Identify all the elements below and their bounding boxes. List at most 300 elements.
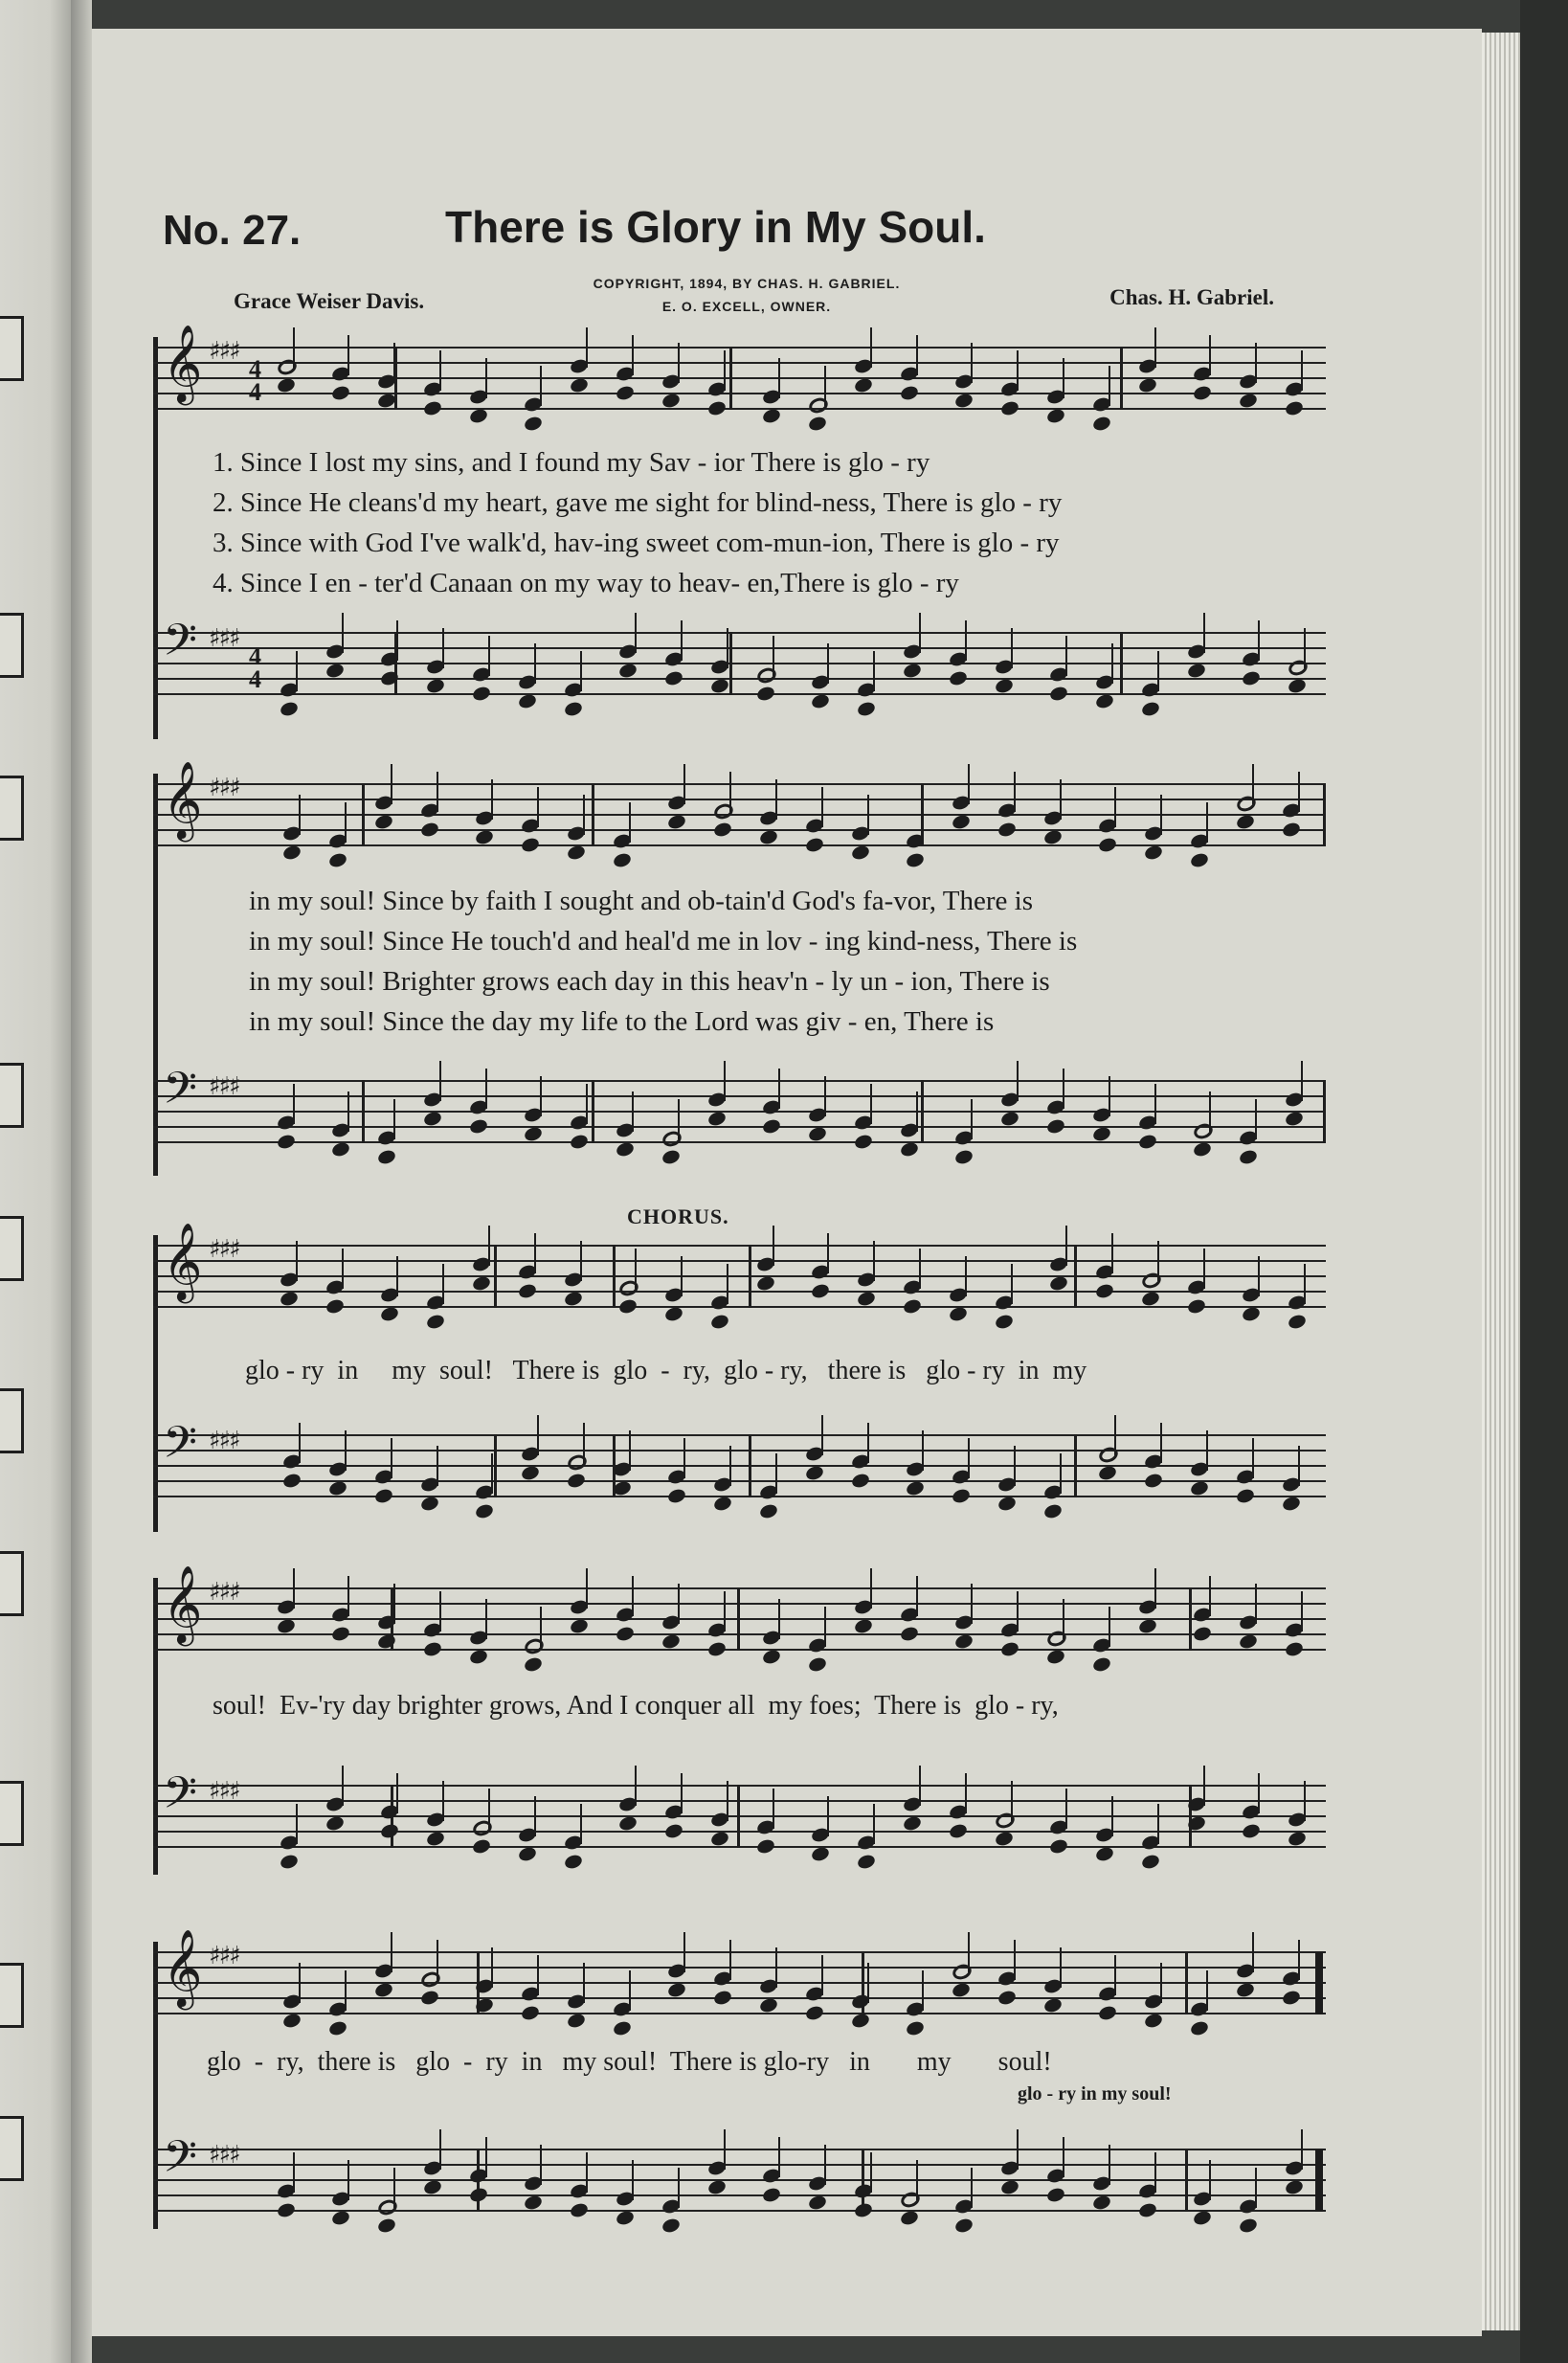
note-head bbox=[953, 2217, 974, 2234]
note-head bbox=[850, 844, 870, 861]
note-head bbox=[1287, 1313, 1307, 1330]
index-tab bbox=[0, 1063, 24, 1128]
note-stem bbox=[391, 1932, 392, 1972]
note-stem bbox=[1011, 1264, 1013, 1304]
note-head bbox=[905, 2019, 925, 2037]
note-head bbox=[517, 1845, 537, 1862]
note-head bbox=[1140, 700, 1160, 717]
index-tab bbox=[0, 1781, 24, 1846]
note-stem bbox=[442, 1264, 444, 1304]
note-stem bbox=[773, 1789, 774, 1829]
treble-clef-icon: 𝄞 bbox=[163, 324, 203, 402]
bass-clef-icon: 𝄢 bbox=[163, 1767, 198, 1830]
note-stem bbox=[299, 795, 301, 835]
note-stem bbox=[580, 1804, 582, 1844]
note-stem bbox=[347, 1091, 349, 1132]
note-stem bbox=[1111, 643, 1113, 684]
note-stem bbox=[491, 779, 493, 820]
note-stem bbox=[1255, 1584, 1257, 1624]
note-head bbox=[1192, 2209, 1212, 2226]
note-stem bbox=[342, 1766, 344, 1806]
note-stem bbox=[821, 787, 823, 827]
note-head bbox=[281, 2012, 302, 2029]
note-stem bbox=[1154, 1568, 1156, 1609]
note-stem bbox=[1258, 620, 1260, 661]
note-stem bbox=[442, 1781, 444, 1821]
note-stem bbox=[824, 1076, 826, 1116]
bass-clef-icon: 𝄢 bbox=[163, 2131, 198, 2194]
note-stem bbox=[632, 1576, 634, 1616]
note-stem bbox=[681, 1256, 683, 1296]
note-head bbox=[856, 1853, 876, 1870]
note-stem bbox=[965, 1773, 967, 1813]
note-stem bbox=[916, 335, 918, 375]
note-stem bbox=[586, 1568, 588, 1609]
note-stem bbox=[1011, 628, 1013, 668]
note-stem bbox=[1298, 772, 1300, 812]
note-head bbox=[1094, 692, 1114, 709]
note-head bbox=[709, 1313, 729, 1330]
note-head bbox=[1241, 1305, 1261, 1322]
bass-clef-icon: 𝄢 bbox=[163, 1063, 198, 1125]
note-stem bbox=[1157, 1804, 1159, 1844]
note-stem bbox=[1065, 636, 1067, 676]
note-stem bbox=[1017, 350, 1019, 391]
note-stem bbox=[293, 1568, 295, 1609]
note-stem bbox=[439, 1591, 441, 1632]
note-stem bbox=[1203, 613, 1205, 653]
chorus-label: CHORUS. bbox=[627, 1204, 729, 1228]
note-stem bbox=[485, 1599, 487, 1639]
final-barline bbox=[1315, 1951, 1323, 2014]
note-stem bbox=[488, 1226, 490, 1266]
note-head bbox=[1192, 1140, 1212, 1158]
note-stem bbox=[922, 1970, 924, 2011]
note-stem bbox=[971, 1099, 973, 1139]
copyright-notice bbox=[536, 272, 957, 318]
note-stem bbox=[727, 1264, 728, 1304]
note-head bbox=[661, 2217, 681, 2234]
note-stem bbox=[293, 327, 295, 368]
note-stem bbox=[773, 1226, 774, 1266]
note-head bbox=[279, 700, 299, 717]
note-stem bbox=[1109, 2145, 1110, 2185]
index-tab bbox=[0, 1388, 24, 1453]
note-stem bbox=[583, 1963, 585, 2003]
bass-staff bbox=[153, 1080, 1326, 1141]
note-stem bbox=[971, 343, 973, 383]
note-stem bbox=[345, 1970, 347, 2011]
note-stem bbox=[437, 772, 438, 812]
note-stem bbox=[439, 350, 441, 391]
note-stem bbox=[919, 1766, 921, 1806]
note-head bbox=[379, 1305, 399, 1322]
note-stem bbox=[296, 1804, 298, 1844]
note-stem bbox=[293, 2152, 295, 2193]
note-stem bbox=[867, 1423, 869, 1463]
note-head bbox=[856, 700, 876, 717]
author-credit: Grace Weiser Davis. bbox=[234, 289, 425, 313]
treble-clef-icon: 𝄞 bbox=[163, 1222, 203, 1300]
note-stem bbox=[635, 1249, 637, 1289]
note-stem bbox=[629, 1970, 631, 2011]
note-stem bbox=[1114, 1955, 1116, 1995]
note-stem bbox=[727, 1781, 728, 1821]
note-stem bbox=[681, 620, 683, 661]
chorus-lyric: soul! Ev-'ry day brighter grows, And I conquer all my foes; There is glo - ry, bbox=[213, 1691, 1059, 1721]
verse-2-lyric: 2. Since He cleans'd my heart, gave me sight for blind-ness, There is glo - ry bbox=[213, 487, 1063, 518]
note-stem bbox=[1298, 1940, 1300, 1980]
note-stem bbox=[922, 802, 924, 843]
note-stem bbox=[293, 1084, 295, 1124]
hymn-number: No. 27. bbox=[163, 207, 302, 254]
note-stem bbox=[629, 1430, 631, 1471]
note-stem bbox=[1160, 1423, 1162, 1463]
alto-echo-lyric: glo - ry in my soul! bbox=[1018, 2083, 1172, 2104]
note-head bbox=[566, 2012, 586, 2029]
note-stem bbox=[393, 343, 395, 383]
note-stem bbox=[1114, 1415, 1116, 1455]
note-stem bbox=[1252, 1438, 1254, 1478]
note-stem bbox=[299, 1963, 301, 2003]
note-stem bbox=[488, 1789, 490, 1829]
note-stem bbox=[968, 1932, 970, 1972]
note-head bbox=[612, 2019, 632, 2037]
note-stem bbox=[1154, 1084, 1156, 1124]
note-stem bbox=[729, 1446, 731, 1486]
music-system-3 bbox=[153, 1222, 1326, 1542]
note-head bbox=[327, 2019, 347, 2037]
note-stem bbox=[1063, 358, 1064, 398]
note-stem bbox=[1252, 1932, 1254, 1972]
note-stem bbox=[1203, 1249, 1205, 1289]
note-stem bbox=[491, 1947, 493, 1988]
note-stem bbox=[540, 2145, 542, 2185]
verse-1-lyric: in my soul! Since by faith I sought and ob-tain'd God's fa-vor, There is bbox=[249, 886, 1033, 916]
note-stem bbox=[873, 1241, 875, 1281]
note-head bbox=[330, 1140, 350, 1158]
index-tab bbox=[0, 1216, 24, 1281]
index-tab bbox=[0, 316, 24, 381]
note-stem bbox=[870, 1084, 872, 1124]
note-stem bbox=[1154, 2152, 1156, 2193]
note-stem bbox=[724, 350, 726, 391]
note-stem bbox=[678, 343, 680, 383]
note-head bbox=[661, 1148, 681, 1165]
note-stem bbox=[534, 643, 536, 684]
note-stem bbox=[1206, 1430, 1208, 1471]
music-system-2 bbox=[153, 760, 1326, 1185]
note-head bbox=[810, 692, 830, 709]
note-stem bbox=[439, 1061, 441, 1101]
note-head bbox=[615, 2209, 635, 2226]
music-system-1 bbox=[153, 324, 1326, 758]
note-stem bbox=[635, 613, 637, 653]
note-stem bbox=[827, 643, 829, 684]
treble-clef-icon: 𝄞 bbox=[163, 1928, 203, 2007]
note-stem bbox=[396, 1256, 398, 1296]
note-stem bbox=[778, 1599, 780, 1639]
note-stem bbox=[867, 795, 869, 835]
page-edges bbox=[1482, 33, 1520, 2330]
note-stem bbox=[773, 636, 774, 676]
note-stem bbox=[1209, 1091, 1211, 1132]
note-stem bbox=[778, 1069, 780, 1109]
note-stem bbox=[681, 1773, 683, 1813]
note-stem bbox=[534, 1796, 536, 1836]
verse-2-lyric: in my soul! Since He touch'd and heal'd me in lov - ing kind-ness, There is bbox=[249, 926, 1078, 956]
note-stem bbox=[1060, 779, 1062, 820]
note-stem bbox=[821, 1415, 823, 1455]
note-head bbox=[1045, 1648, 1065, 1665]
note-stem bbox=[968, 1438, 970, 1478]
note-stem bbox=[437, 1446, 438, 1486]
note-stem bbox=[1304, 628, 1306, 668]
note-stem bbox=[347, 335, 349, 375]
note-stem bbox=[586, 1084, 588, 1124]
note-stem bbox=[1065, 1789, 1067, 1829]
time-signature-icon: 4 4 bbox=[249, 355, 261, 406]
note-stem bbox=[540, 1607, 542, 1647]
note-stem bbox=[540, 366, 542, 406]
note-stem bbox=[1252, 764, 1254, 804]
note-stem bbox=[393, 1584, 395, 1624]
note-stem bbox=[1011, 1781, 1013, 1821]
note-stem bbox=[1014, 772, 1016, 812]
note-head bbox=[376, 1148, 396, 1165]
note-stem bbox=[683, 1932, 685, 1972]
note-stem bbox=[729, 772, 731, 812]
note-head bbox=[279, 1853, 299, 1870]
note-stem bbox=[1157, 1241, 1159, 1281]
note-stem bbox=[1111, 1796, 1113, 1836]
note-head bbox=[1143, 844, 1163, 861]
index-tab bbox=[0, 776, 24, 841]
note-head bbox=[905, 851, 925, 868]
note-stem bbox=[916, 1091, 918, 1132]
note-stem bbox=[583, 795, 585, 835]
note-stem bbox=[437, 1940, 438, 1980]
note-head bbox=[758, 1502, 778, 1519]
note-stem bbox=[439, 2129, 441, 2170]
note-stem bbox=[296, 651, 298, 691]
key-signature-icon: ♯♯♯ bbox=[209, 624, 239, 653]
note-stem bbox=[971, 2168, 973, 2208]
note-stem bbox=[632, 335, 634, 375]
note-head bbox=[376, 2217, 396, 2234]
note-stem bbox=[1109, 1607, 1110, 1647]
note-head bbox=[330, 2209, 350, 2226]
note-stem bbox=[1209, 1576, 1211, 1616]
key-signature-icon: ♯♯♯ bbox=[209, 1942, 239, 1970]
note-stem bbox=[1109, 366, 1110, 406]
treble-clef-icon: 𝄞 bbox=[163, 760, 203, 839]
note-stem bbox=[635, 1766, 637, 1806]
bass-clef-icon: 𝄢 bbox=[163, 1417, 198, 1479]
key-signature-icon: ♯♯♯ bbox=[209, 337, 239, 366]
chorus-lyric: glo - ry, there is glo - ry in my soul! There is glo-ry in my soul! bbox=[207, 2047, 1052, 2077]
note-head bbox=[712, 1495, 732, 1512]
note-head bbox=[761, 407, 781, 424]
note-head bbox=[1238, 2217, 1258, 2234]
note-stem bbox=[485, 358, 487, 398]
note-stem bbox=[678, 1584, 680, 1624]
note-stem bbox=[534, 1233, 536, 1273]
note-head bbox=[474, 1502, 494, 1519]
key-signature-icon: ♯♯♯ bbox=[209, 1427, 239, 1455]
note-stem bbox=[1063, 1069, 1064, 1109]
note-stem bbox=[488, 636, 490, 676]
note-stem bbox=[485, 2137, 487, 2177]
note-head bbox=[948, 1305, 968, 1322]
note-stem bbox=[778, 2137, 780, 2177]
index-tab bbox=[0, 1551, 24, 1616]
note-stem bbox=[775, 1947, 777, 1988]
note-head bbox=[425, 1313, 445, 1330]
note-stem bbox=[1258, 1256, 1260, 1296]
note-head bbox=[1143, 2012, 1163, 2029]
note-head bbox=[1042, 1502, 1063, 1519]
note-stem bbox=[824, 2145, 826, 2185]
note-head bbox=[468, 407, 488, 424]
note-stem bbox=[870, 2152, 872, 2193]
chorus-lyric: glo - ry in my soul! There is glo - ry, glo - ry, there is glo - ry in my bbox=[245, 1356, 1087, 1385]
verse-3-lyric: 3. Since with God I've walk'd, hav-ing sweet com-mun-ion, There is glo - ry bbox=[213, 528, 1060, 558]
note-head bbox=[1045, 407, 1065, 424]
note-stem bbox=[916, 1576, 918, 1616]
note-stem bbox=[1255, 2168, 1257, 2208]
note-stem bbox=[1063, 2137, 1064, 2177]
note-head bbox=[523, 1655, 543, 1673]
note-stem bbox=[393, 2168, 395, 2208]
note-stem bbox=[778, 358, 780, 398]
treble-clef-icon: 𝄞 bbox=[163, 1564, 203, 1643]
verse-4-lyric: 4. Since I en - ter'd Canaan on my way to heav- en,There is glo - ry bbox=[213, 568, 959, 598]
note-stem bbox=[1065, 1226, 1067, 1266]
note-stem bbox=[580, 651, 582, 691]
verse-lyrics-line-1 bbox=[213, 442, 1062, 603]
note-stem bbox=[824, 366, 826, 406]
note-stem bbox=[1017, 1061, 1019, 1101]
key-signature-icon: ♯♯♯ bbox=[209, 774, 239, 802]
note-stem bbox=[629, 802, 631, 843]
note-stem bbox=[1111, 1233, 1113, 1273]
note-stem bbox=[916, 2160, 918, 2200]
note-stem bbox=[724, 1591, 726, 1632]
note-stem bbox=[540, 1076, 542, 1116]
note-stem bbox=[1304, 1781, 1306, 1821]
note-stem bbox=[827, 1233, 829, 1273]
treble-staff bbox=[153, 347, 1326, 408]
note-head bbox=[468, 1648, 488, 1665]
verse-1-lyric: 1. Since I lost my sins, and I found my Sav - ior There is glo - ry bbox=[213, 447, 930, 478]
note-head bbox=[1091, 415, 1111, 432]
note-head bbox=[1189, 2019, 1209, 2037]
note-stem bbox=[965, 1256, 967, 1296]
note-stem bbox=[442, 628, 444, 668]
note-head bbox=[419, 1495, 439, 1512]
verse-lyrics-line-2 bbox=[249, 881, 1077, 1042]
note-stem bbox=[391, 1438, 392, 1478]
composer-credit: Chas. H. Gabriel. bbox=[1109, 285, 1274, 309]
note-stem bbox=[870, 327, 872, 368]
note-head bbox=[807, 415, 827, 432]
note-head bbox=[994, 1313, 1014, 1330]
time-signature-icon: 4 4 bbox=[249, 642, 261, 693]
note-head bbox=[899, 2209, 919, 2226]
note-stem bbox=[919, 1249, 921, 1289]
note-head bbox=[1189, 851, 1209, 868]
note-stem bbox=[678, 2168, 680, 2208]
note-head bbox=[281, 844, 302, 861]
note-stem bbox=[396, 620, 398, 661]
note-stem bbox=[580, 1241, 582, 1281]
note-head bbox=[899, 1140, 919, 1158]
music-system-4 bbox=[153, 1564, 1326, 1903]
note-stem bbox=[1301, 1591, 1303, 1632]
index-tab bbox=[0, 1963, 24, 2028]
note-head bbox=[1140, 1853, 1160, 1870]
note-head bbox=[663, 1305, 683, 1322]
note-stem bbox=[1258, 1773, 1260, 1813]
note-stem bbox=[396, 1773, 398, 1813]
note-head bbox=[807, 1655, 827, 1673]
note-stem bbox=[873, 1804, 875, 1844]
note-stem bbox=[1060, 1453, 1062, 1494]
note-head bbox=[517, 692, 537, 709]
note-stem bbox=[632, 1091, 634, 1132]
bass-staff bbox=[153, 2149, 1326, 2210]
note-stem bbox=[537, 787, 539, 827]
note-head bbox=[850, 2012, 870, 2029]
note-head bbox=[612, 851, 632, 868]
note-head bbox=[997, 1495, 1017, 1512]
note-stem bbox=[537, 1415, 539, 1455]
verse-4-lyric: in my soul! Since the day my life to the Lord was giv - en, There is bbox=[249, 1006, 995, 1037]
key-signature-icon: ♯♯♯ bbox=[209, 1777, 239, 1806]
bass-clef-icon: 𝄢 bbox=[163, 615, 198, 677]
note-stem bbox=[1209, 335, 1211, 375]
book-cover bbox=[1520, 0, 1568, 2363]
note-stem bbox=[345, 1430, 347, 1471]
note-head bbox=[1094, 1845, 1114, 1862]
note-stem bbox=[485, 1069, 487, 1109]
key-signature-icon: ♯♯♯ bbox=[209, 1072, 239, 1101]
note-stem bbox=[775, 779, 777, 820]
note-stem bbox=[1154, 327, 1156, 368]
copyright-line: COPYRIGHT, 1894, BY CHAS. H. GABRIEL. bbox=[593, 276, 901, 291]
note-stem bbox=[724, 1061, 726, 1101]
note-stem bbox=[1109, 1076, 1110, 1116]
note-stem bbox=[922, 1430, 924, 1471]
note-stem bbox=[968, 764, 970, 804]
note-stem bbox=[491, 1453, 493, 1494]
key-signature-icon: ♯♯♯ bbox=[209, 2141, 239, 2170]
note-stem bbox=[870, 1568, 872, 1609]
note-stem bbox=[537, 1955, 539, 1995]
note-stem bbox=[296, 1241, 298, 1281]
note-stem bbox=[1157, 651, 1159, 691]
note-stem bbox=[393, 1099, 395, 1139]
note-head bbox=[566, 844, 586, 861]
note-stem bbox=[683, 764, 685, 804]
note-stem bbox=[299, 1423, 301, 1463]
note-stem bbox=[342, 613, 344, 653]
index-tab bbox=[0, 613, 24, 678]
note-stem bbox=[1206, 802, 1208, 843]
note-stem bbox=[586, 327, 588, 368]
note-stem bbox=[971, 1584, 973, 1624]
